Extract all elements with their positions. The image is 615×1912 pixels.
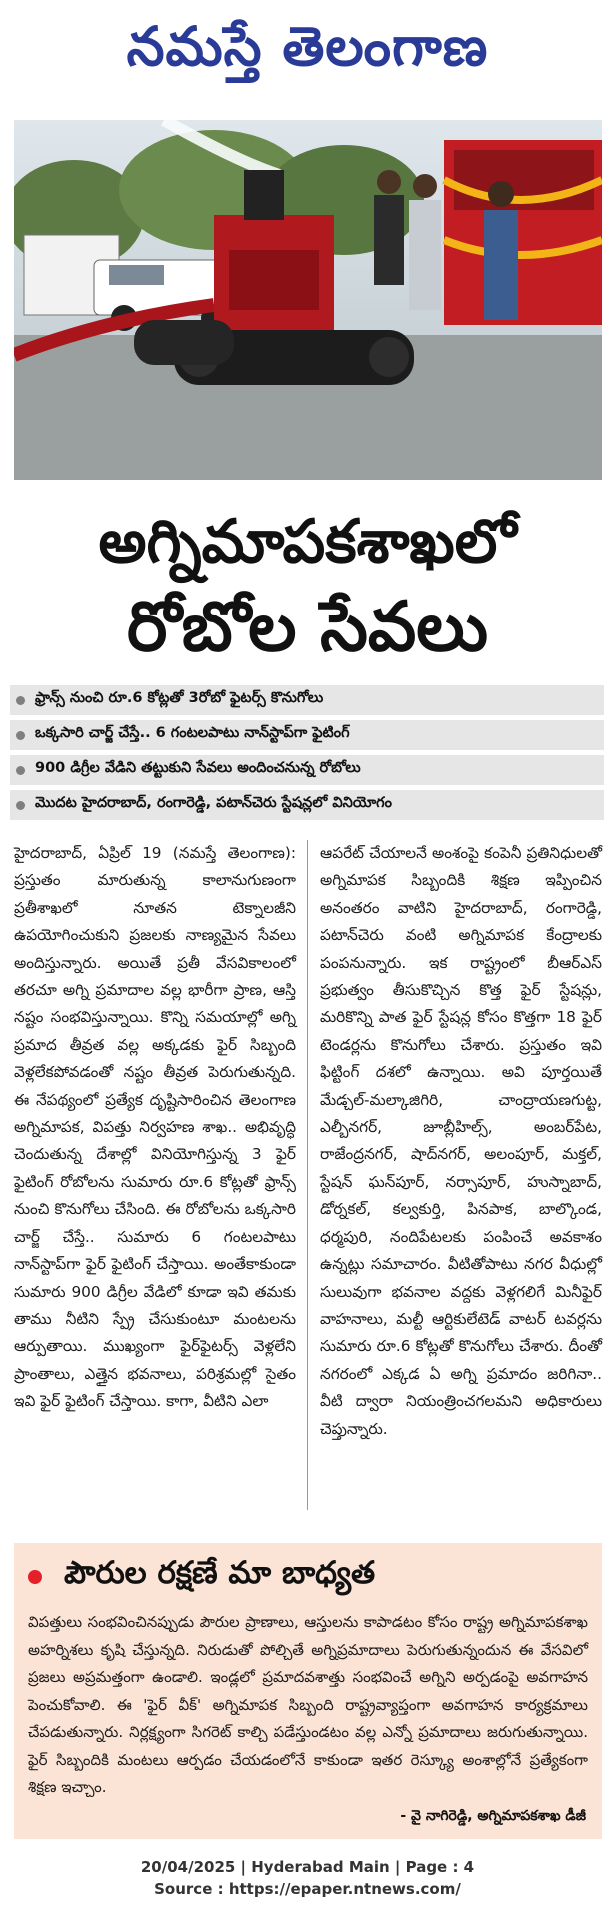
quote-title-text: పౌరుల రక్షణే మా బాధ్యత bbox=[64, 1555, 376, 1591]
fire-robot-photo bbox=[14, 120, 602, 480]
footer-source-link[interactable]: Source : https://epaper.ntnews.com/ bbox=[154, 1880, 461, 1898]
quote-box-title bbox=[28, 1555, 375, 1598]
bullet-item bbox=[10, 755, 604, 785]
article-column-left: హైదరాబాద్, ఏప్రిల్ 19 (నమస్తే తెలంగాణ): ప్రస్తుతం మారుతున్న కాలానుగుణంగా ప్రతీశాఖలో నూతన టెక్నాలజీని ఉపయోగించుకుని ప్రజలకు నాణ్యమైన సేవలు అందిస్తున్నారు. అయితే ప్రతీ వేసవికాలంలో తరచూ అగ్ని ప్రమాదాల వల్ల భారీగా ప్రాణ, ఆస్తి నష్టం సంభవిస్తున్నాయి. కొన్ని సమయాల్లో అగ్ని ప్రమాద తీవ్రత వల్ల అక్కడకు ఫైర్ సిబ్బంది వెళ్లలేకపోవడంతో నష్టం తీవ్రత పెరుగుతున్నది. ఈ నేపథ్యంలో ప్రత్యేక దృష్టిసారించిన తెలంగాణ అగ్నిమాపక, విపత్తు నిర్వహణ శాఖ.. అభివృద్ధి చెందుతున్న దేశాల్లో వినియోగిస్తున్న 3 ఫైర్ ఫైటింగ్ రోబోలను సుమారు రూ.6 కోట్లతో ఫ్రాన్స్ నుంచి కొనుగోలు చేసింది. ఈ రోబోలను ఒక్కసారి చార్జ్ చేస్తే.. సుమారు 6 గంటలపాటు నాన్‌స్టాప్‌గా ఫైర్ ఫైటింగ్ చేస్తాయి. అంతేకాకుండా సుమారు 900 డిగ్రీల వేడిలో కూడా ఇవి తమకు తాము నీటిని స్ప్రే చేసుకుంటూ మంటలను ఆర్పుతాయి. ముఖ్యంగా ఫైర్‌ఫైటర్స్ వెళ్లలేని ప్రాంతాలు, ఎత్తైన భవనాలు, పరిశ్రమల్లో సైతం ఇవి ఫైర్ ఫైటింగ్ చేస్తాయి. కాగా, వీటిని ఎలా bbox=[14, 844, 296, 1411]
bullet-dot-icon bbox=[16, 731, 25, 740]
bullet-dot-icon bbox=[16, 766, 25, 775]
masthead bbox=[0, 0, 615, 95]
column-divider bbox=[307, 840, 308, 1510]
bullet-item bbox=[10, 720, 604, 750]
footer-edition-info: 20/04/2025 | Hyderabad Main | Page : 4 bbox=[140, 1858, 475, 1876]
quote-box bbox=[14, 1543, 602, 1839]
newspaper-title: నమస్తే తెలంగాణ bbox=[126, 14, 489, 78]
bullet-text: ఒక్కసారి చార్జ్ చేస్తే.. 6 గంటలపాటు నాన్‌స్టాప్‌గా ఫైటింగ్ bbox=[35, 725, 350, 741]
bullet-text: ఫ్రాన్స్ నుంచి రూ.6 కోట్లతో 3రోబో ఫైటర్స్ కొనుగోలు bbox=[35, 690, 324, 706]
article-column-right: ఆపరేట్ చేయాలనే అంశంపై కంపెనీ ప్రతినిధులతో అగ్నిమాపక సిబ్బందికి శిక్షణ ఇప్పించిన అనంతరం వాటిని హైదరాబాద్, రంగారెడ్డి, పటాన్‌చెరు వంటి అగ్నిమాపక కేంద్రాలకు పంపనున్నారు. ఇక రాష్ట్రంలో బీఆర్‌ఎస్ ప్రభుత్వం తీసుకొచ్చిన కొత్త ఫైర్ స్టేషన్లు, మరికొన్ని పాత ఫైర్ స్టేషన్ల కోసం కొత్తగా 18 ఫైర్ టెండర్లను కొనుగోలు చేశారు. ప్రస్తుతం ఇవి ఫిట్టింగ్ దశలో ఉన్నాయి. అవి పూర్తయితే మేడ్చల్-మల్కాజిగిరి, చాంద్రాయణగుట్ట, ఎల్బీనగర్, జూబ్లీహిల్స్, అంబర్‌పేట, రాజేంద్రనగర్, షాద్‌నగర్, అలంపూర్, మక్తల్, స్టేషన్ ఘన్‌పూర్, నర్సాపూర్, హుస్నాబాద్, డోర్నకల్, కల్వకుర్తి, పినపాక, బాల్కొండ, ధర్మపురి, నందిపేటలకు పంపించే అవకాశం ఉన్నట్లు సమాచారం. వీటితోపాటు నగర వీధుల్లో సులువుగా భవనాల వద్దకు వెళ్లగలిగే మినీఫైర్ వాహనాలు, మల్టీ ఆర్టికులేటెడ్ వాటర్ టవర్లను సుమారు రూ.6 కోట్లతో కొనుగోలు చేశారు. దీంతో నగరంలో ఎక్కడ ఏ అగ్ని ప్రమాదం జరిగినా.. వీటి ద్వారా నియంత్రించగలమని అధికారులు చెప్తున్నారు. bbox=[320, 844, 602, 1438]
quote-attribution: - వై నాగిరెడ్డి, అగ్నిమాపకశాఖ డీజీ bbox=[400, 1808, 586, 1824]
bullet-dot-icon bbox=[16, 801, 25, 810]
quote-body: విపత్తులు సంభవించినప్పుడు పౌరుల ప్రాణాలు, ఆస్తులను కాపాడటం కోసం రాష్ట్ర అగ్నిమాపకశాఖ అహర్నిశలు కృషి చేస్తున్నది. నిరుడుతో పోల్చితే అగ్నిప్రమాదాలు పెరుగుతున్నందున ఈ వేసవిలో ప్రజలు అప్రమత్తంగా ఉండాలి. ఇండ్లలో ప్రమాదవశాత్తు సంభవించే అగ్నిని అర్పడంపై అవగాహన పెంచుకోవాలి. ఈ 'ఫైర్ వీక్' అగ్నిమాపక సిబ్బంది రాష్ట్రవ్యాప్తంగా అవగాహన కార్యక్రమాలు చేపడుతున్నారు. నిర్లక్ష్యంగా సిగరెట్ కాల్చి పడేస్తుండటం వల్ల ఎన్నో ప్రమాదాలు జరుగుతున్నాయి. ఫైర్ సిబ్బందికి మంటలు ఆర్పడం చేయడంలోనే కాకుండా ఇతర రెస్క్యూ అంశాల్లోనే ప్రత్యేకంగా శిక్షణ ఇచ్చాం. bbox=[28, 1613, 588, 1796]
highlight-bullets bbox=[10, 685, 604, 825]
bullet-text: 900 డిగ్రీల వేడిని తట్టుకుని సేవలు అందించనున్న రోబోలు bbox=[35, 760, 361, 776]
article-body bbox=[14, 840, 604, 1520]
bullet-text: మొదట హైదరాబాద్, రంగారెడ్డి, పటాన్‌చెరు స్టేషన్లలో వినియోగం bbox=[35, 795, 392, 811]
article-photo bbox=[14, 120, 602, 480]
bullet-item bbox=[10, 685, 604, 715]
headline-line-1: అగ్నిమాపకశాఖలో bbox=[98, 507, 517, 577]
bullet-item bbox=[10, 790, 604, 820]
bullet-dot-icon bbox=[16, 696, 25, 705]
headline-line-2: రోబోల సేవలు bbox=[126, 588, 489, 667]
red-dot-icon bbox=[28, 1570, 42, 1584]
